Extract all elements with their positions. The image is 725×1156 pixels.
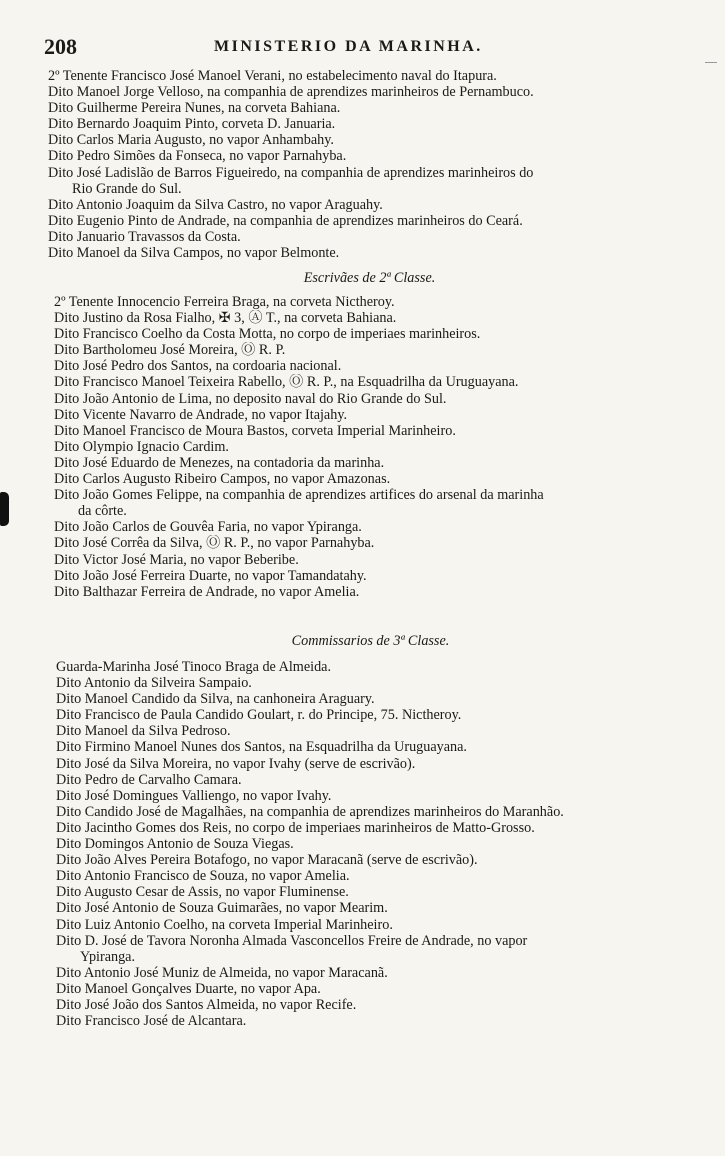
entry-line: Dito Olympio Ignacio Cardim. <box>54 438 229 455</box>
entry-list <box>48 68 725 261</box>
entry-line: Dito José Ladislão de Barros Figueiredo, na companhia de aprendizes marinheiros do <box>48 164 534 181</box>
entry-line: Dito João José Ferreira Duarte, no vapor Tamandatahy. <box>54 567 367 584</box>
entry-line: Dito Francisco José de Alcantara. <box>56 1013 247 1030</box>
entry-line: Dito Manoel da Silva Campos, no vapor Belmonte. <box>48 245 340 262</box>
entry-line: Dito D. José de Tavora Noronha Almada Vasconcellos Freire de Andrade, no vapor <box>56 932 528 949</box>
running-title: MINISTERIO DA MARINHA. <box>214 38 483 55</box>
section-heading: Escrivães de 2ª Classe. <box>303 270 436 286</box>
entry-line: Dito João Gomes Felippe, na companhia de aprendizes artifices do arsenal da marinha <box>54 487 544 504</box>
entry-line: Dito Pedro Simões da Fonseca, no vapor Parnahyba. <box>48 148 347 165</box>
entry-line: Dito Vicente Navarro de Andrade, no vapor Itajahy. <box>54 406 348 423</box>
entry-line: Dito Candido José de Magalhães, na companhia de aprendizes marinheiros do Maranhão. <box>56 803 564 820</box>
entry-line: Dito Domingos Antonio de Souza Viegas. <box>56 836 294 853</box>
entry-continuation: Rio Grande do Sul. <box>72 180 182 197</box>
entry-line: Dito Antonio Francisco de Souza, no vapor Amelia. <box>56 868 350 885</box>
entry-line: Dito Manoel Candido da Silva, na canhoneira Araguary. <box>56 691 375 708</box>
entry-line: Dito Antonio da Silveira Sampaio. <box>56 675 252 692</box>
entry-line: Dito José da Silva Moreira, no vapor Ivahy (serve de escrivão). <box>56 755 416 772</box>
entry-line: Dito Pedro de Carvalho Camara. <box>56 771 242 788</box>
entry-line: Dito Carlos Maria Augusto, no vapor Anhambahy. <box>48 132 334 149</box>
entry-list <box>54 294 685 600</box>
entry-line: 2º Tenente Francisco José Manoel Verani, no estabelecimento naval do Itapura. <box>48 68 497 84</box>
entry-line: Dito Manoel da Silva Pedroso. <box>56 723 231 740</box>
entry-line: Dito Antonio José Muniz de Almeida, no vapor Maracanã. <box>56 964 388 981</box>
entry-line: Dito Francisco Coelho da Costa Motta, no corpo de imperiaes marinheiros. <box>54 326 481 343</box>
entry-list <box>56 659 685 1029</box>
entry-line: Dito Manoel Jorge Velloso, na companhia de aprendizes marinheiros de Pernambuco. <box>48 84 534 101</box>
entry-line: Dito Manoel Francisco de Moura Bastos, corveta Imperial Marinheiro. <box>54 422 456 439</box>
entry-line: Guarda-Marinha José Tinoco Braga de Almeida. <box>56 659 332 675</box>
page-header <box>44 34 684 60</box>
entry-line: Dito Eugenio Pinto de Andrade, na companhia de aprendizes marinheiros do Ceará. <box>48 212 523 229</box>
entry-line: Dito José Corrêa da Silva, Ⓞ R. P., no vapor Parnahyba. <box>54 535 375 552</box>
entry-line: Dito Jacintho Gomes dos Reis, no corpo de imperiaes marinheiros de Matto-Grosso. <box>56 819 535 836</box>
entry-line: Dito Justino da Rosa Fialho, ✠ 3, Ⓐ T., na corveta Bahiana. <box>54 310 397 327</box>
entry-line: Dito Firmino Manoel Nunes dos Santos, na Esquadrilha da Uruguayana. <box>56 739 467 756</box>
entry-continuation: da côrte. <box>78 503 127 520</box>
entry-line: Dito José Pedro dos Santos, na cordoaria nacional. <box>54 358 342 375</box>
entry-line: Dito Guilherme Pereira Nunes, na corveta Bahiana. <box>48 100 341 117</box>
entry-line: 2º Tenente Innocencio Ferreira Braga, na corveta Nictheroy. <box>54 294 395 310</box>
entry-line: Dito Francisco Manoel Teixeira Rabello, Ⓞ R. P., na Esquadrilha da Uruguayana. <box>54 374 519 391</box>
entry-line: Dito Luiz Antonio Coelho, na corveta Imperial Marinheiro. <box>56 916 393 933</box>
entry-line: Dito Balthazar Ferreira de Andrade, no vapor Amelia. <box>54 583 360 600</box>
entry-line: Dito João Alves Pereira Botafogo, no vapor Maracanã (serve de escrivão). <box>56 852 478 869</box>
entry-line: Dito Antonio Joaquim da Silva Castro, no vapor Araguahy. <box>48 196 383 213</box>
section-commissarios <box>0 631 725 1029</box>
entry-line: Dito Bernardo Joaquim Pinto, corveta D. Januaria. <box>48 116 336 133</box>
page-number: 208 <box>44 34 77 59</box>
entry-line: Dito João Antonio de Lima, no deposito naval do Rio Grande do Sul. <box>54 390 447 407</box>
entry-line: Dito José Domingues Valliengo, no vapor Ivahy. <box>56 787 332 804</box>
entry-line: Dito Carlos Augusto Ribeiro Campos, no vapor Amazonas. <box>54 471 391 488</box>
entry-line: Dito Augusto Cesar de Assis, no vapor Fluminense. <box>56 884 349 901</box>
margin-mark <box>705 62 717 63</box>
entry-line: Dito Victor José Maria, no vapor Beberibe. <box>54 551 299 568</box>
section-tenentes <box>0 68 725 261</box>
entry-line: Dito Francisco de Paula Candido Goulart, r. do Principe, 75. Nictheroy. <box>56 707 462 724</box>
entry-line: Dito José Antonio de Souza Guimarães, no vapor Mearim. <box>56 900 388 917</box>
entry-line: Dito Januario Travassos da Costa. <box>48 228 241 245</box>
entry-line: Dito Manoel Gonçalves Duarte, no vapor Apa. <box>56 980 321 997</box>
entry-line: Dito João Carlos de Gouvêa Faria, no vapor Ypiranga. <box>54 519 362 536</box>
section-escrivaes <box>0 268 725 600</box>
entry-continuation: Ypiranga. <box>80 948 136 965</box>
entry-line: Dito José Eduardo de Menezes, na contadoria da marinha. <box>54 454 385 471</box>
entry-line: Dito José João dos Santos Almeida, no vapor Recife. <box>56 996 357 1013</box>
section-heading: Commissarios de 3ª Classe. <box>291 633 450 649</box>
entry-line: Dito Bartholomeu José Moreira, Ⓞ R. P. <box>54 342 286 359</box>
